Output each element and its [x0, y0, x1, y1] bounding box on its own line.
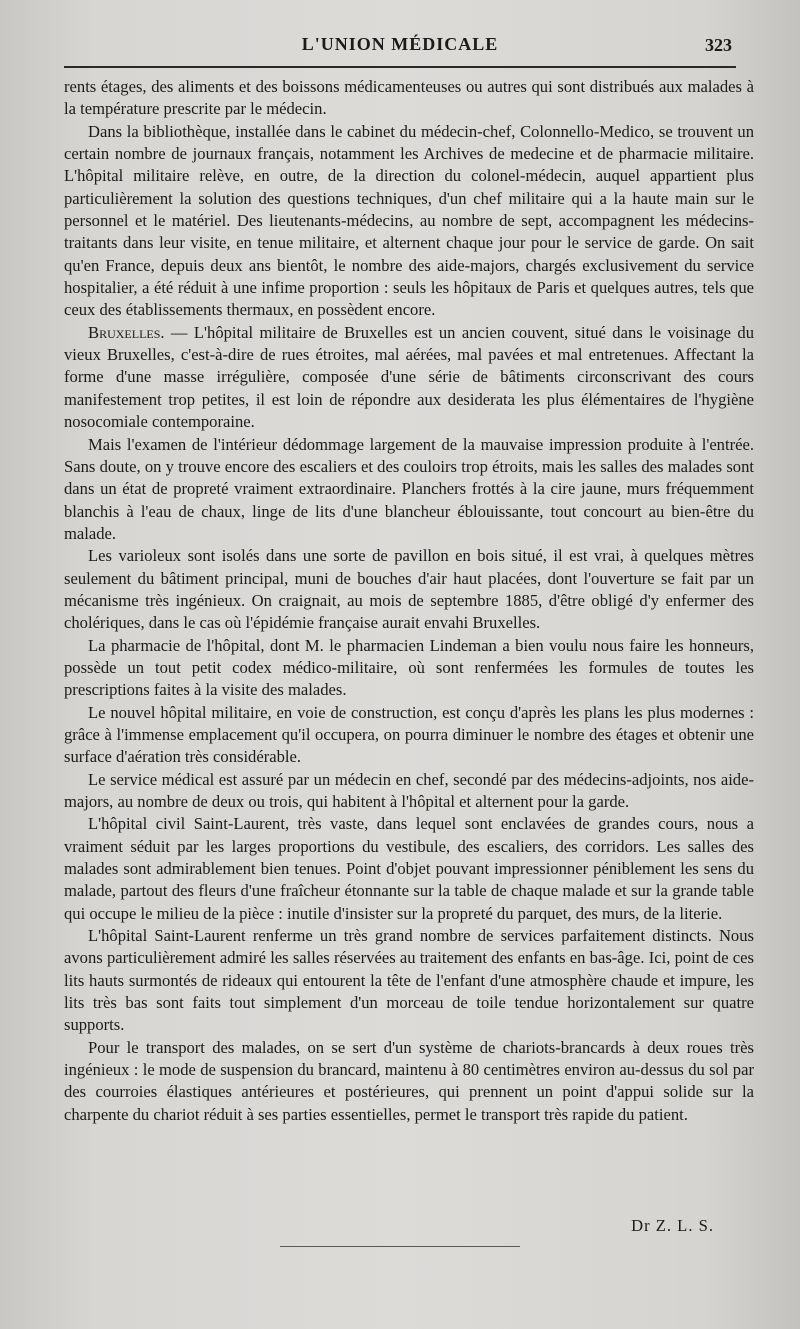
- paragraph: [64, 702, 754, 769]
- paragraph: [64, 322, 754, 434]
- paragraph: [64, 925, 754, 1037]
- paragraph-text: Mais l'examen de l'intérieur dédommage largement de la mauvaise impression produite à l'entrée. Sans doute, on y trouve encore des escaliers et des couloirs trop étroits, mais les salles des malades sont dans un état de propreté vraiment extraordinaire. Planchers frottés à la cire jaune, murs fréquemment blanchis à l'eau de chaux, linge de lits d'une blancheur éblouissante, tout concourt au bien-être du malade.: [64, 434, 754, 543]
- page-header: [64, 30, 736, 64]
- paragraph-text: L'hôpital Saint-Laurent renferme un très grand nombre de services parfaitement distincts. Nous avons particulièrement admiré les salles réservées au traitement des enfants en bas-âge. Ici, point de ces lits hauts surmontés de rideaux qui entourent la tête de l'enfant d'une atmosphère chaude et impure, les lits très bas sont faits tout simplement d'un morceau de toile tendue horizontalement sur quatre supports.: [64, 926, 754, 1035]
- paragraph: [64, 635, 754, 702]
- paragraph: [64, 434, 754, 546]
- paragraph: [64, 121, 754, 322]
- paragraph-text: Le service médical est assuré par un médecin en chef, secondé par des médecins-adjoints, nos aide-majors, au nombre de deux ou trois, qui habitent à l'hôpital et alternent pour la garde.: [64, 769, 754, 811]
- signature: Dr Z. L. S.: [631, 1216, 714, 1235]
- running-title: L'UNION MÉDICALE: [301, 34, 499, 54]
- paragraph: [64, 76, 754, 121]
- article-body: [64, 76, 754, 1126]
- paragraph-text: L'hôpital civil Saint-Laurent, très vaste, dans lequel sont enclavées de grandes cours, nous a vraiment séduit par les larges proportions du vestibule, des escaliers, des corridors. Les salles des malades sont admirablement bien tenues. Point d'objet pouvant impressionner péniblement les sens du malade, partout des fleurs d'une fraîcheur étonnante sur la table de chaque malade et sur la grande table qui occupe le milieu de la pièce : inutile d'insister sur la propreté du parquet, des murs, de la literie.: [64, 814, 754, 923]
- page-number: 323: [705, 35, 732, 55]
- paragraph-text: rents étages, des aliments et des boissons médicamenteuses ou autres qui sont distribués aux malades à la température prescrite par le médecin.: [64, 77, 754, 119]
- paragraph-text: Dans la bibliothèque, installée dans le cabinet du médecin-chef, Colonnello-Medico, se trouvent un certain nombre de journaux français, notamment les Archives de medecine et de pharmacie militaire. L'hôpital militaire relève, en outre, de la direction du colonel-médecin, auquel appartient plus particulièrement la solution des questions techniques, d'un chef militaire qui a la haute main sur le personnel et le matériel. Des lieutenants-médecins, au nombre de sept, accompagnent les médecins-traitants dans leur visite, en tenue militaire, et alternent chaque jour pour le service de garde. On sait qu'en France, depuis deux ans bientôt, le nombre des aide-majors, chargés exclusivement du service hospitalier, a été réduit à une infime proportion : seuls les hôpitaux de Paris et quelques autres, tels que ceux des établissements thermaux, en possèdent encore.: [64, 121, 754, 320]
- paragraph: [64, 545, 754, 634]
- paragraph-text: Pour le transport des malades, on se sert d'un système de chariots-brancards à deux roues très ingénieux : le mode de suspension du brancard, maintenu à 80 centimètres environ au-dessus du sol par des courroies élastiques antérieures et postérieures, qui prennent un point d'appui solide sur la charpente du chariot réduit à ses parties essentielles, permet le transport très rapide du patient.: [64, 1037, 754, 1124]
- section-lead: Bruxelles.: [88, 322, 165, 342]
- header-rule: [64, 66, 736, 68]
- end-rule: [280, 1246, 520, 1247]
- paragraph: [64, 1037, 754, 1126]
- paragraph-text: La pharmacie de l'hôpital, dont M. le pharmacien Lindeman a bien voulu nous faire les honneurs, possède un tout petit codex médico-militaire, où sont renfermées les formules de toutes les prescriptions faites à la visite des malades.: [64, 635, 754, 700]
- paragraph-text: — L'hôpital militaire de Bruxelles est un ancien couvent, situé dans le voisinage du vieux Bruxelles, c'est-à-dire de rues étroites, mal aérées, mal pavées et mal entretenues. Affectant la forme d'une masse irrégulière, composée d'une série de bâtiments circonscrivant des cours manifestement trop petites, il est loin de répondre aux desiderata les plus élémentaires de l'hygiène nosocomiale contemporaine.: [64, 322, 754, 432]
- paragraph-text: Le nouvel hôpital militaire, en voie de construction, est conçu d'après les plans les plus modernes : grâce à l'immense emplacement qu'il occupera, on pourra diminuer le nombre des étages et obtenir une surface d'aération très considérable.: [64, 702, 754, 767]
- paragraph: [64, 769, 754, 814]
- paragraph: [64, 813, 754, 925]
- paragraph-text: Les varioleux sont isolés dans une sorte de pavillon en bois situé, il est vrai, à quelques mètres seulement du bâtiment principal, muni de bouches d'air haut placées, dont l'ouverture se fait par un mécanisme très ingénieux. On craignait, au mois de septembre 1885, d'être obligé d'y enfermer des cholériques, dans le cas où l'épidémie française aurait envahi Bruxelles.: [64, 546, 754, 633]
